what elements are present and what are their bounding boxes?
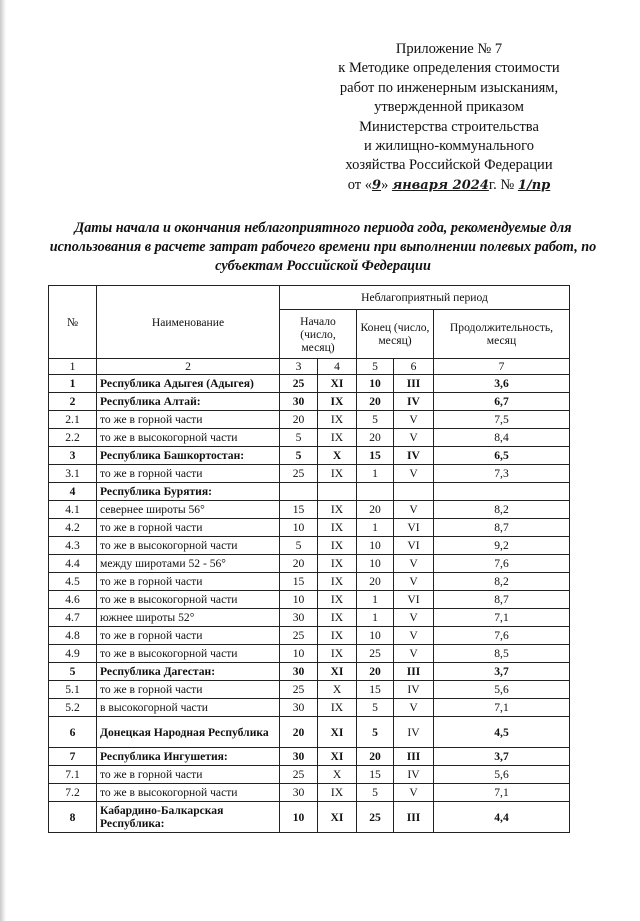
table-row (49, 627, 570, 645)
row-name: то же в горной части (97, 465, 280, 483)
row-start-day: 20 (280, 411, 318, 429)
row-end-day: 20 (357, 501, 394, 519)
row-duration: 7,6 (434, 627, 570, 645)
row-name: Республика Ингушетия: (97, 748, 280, 766)
row-num: 4.1 (49, 501, 97, 519)
row-start-day: 10 (280, 519, 318, 537)
row-num: 7.1 (49, 766, 97, 784)
table-row (49, 717, 570, 748)
appendix-header (318, 40, 580, 195)
row-start-day: 10 (280, 802, 318, 833)
row-end-month: V (394, 555, 434, 573)
header-period: Неблагоприятный период (280, 286, 570, 310)
row-end-day: 5 (357, 411, 394, 429)
row-start-month: XI (318, 802, 357, 833)
row-end-month: III (394, 375, 434, 393)
row-start-day: 30 (280, 748, 318, 766)
row-name: в высокогорной части (97, 699, 280, 717)
row-start-month: IX (318, 555, 357, 573)
column-number-row (49, 359, 570, 375)
row-end-month: IV (394, 766, 434, 784)
row-start-month: IX (318, 645, 357, 663)
row-duration (434, 483, 570, 501)
row-start-month: X (318, 447, 357, 465)
header-name: Наименование (97, 286, 280, 359)
row-name: севернее широты 56° (97, 501, 280, 519)
row-start-day: 30 (280, 699, 318, 717)
row-end-month (394, 483, 434, 501)
appendix-line: к Методике определения стоимости (338, 60, 560, 77)
row-name: то же в высокогорной части (97, 429, 280, 447)
row-end-month: V (394, 627, 434, 645)
row-num: 2.1 (49, 411, 97, 429)
row-num: 2.2 (49, 429, 97, 447)
row-end-month: V (394, 609, 434, 627)
row-num: 3 (49, 447, 97, 465)
row-start-month: IX (318, 519, 357, 537)
table-row (49, 429, 570, 447)
row-duration: 7,3 (434, 465, 570, 483)
from-label: от « (347, 176, 373, 193)
column-number: 1 (49, 359, 97, 375)
row-name: то же в горной части (97, 573, 280, 591)
row-end-day: 1 (357, 591, 394, 609)
row-name: то же в горной части (97, 766, 280, 784)
row-end-month: IV (394, 717, 434, 748)
row-start-day: 20 (280, 717, 318, 748)
table-row (49, 465, 570, 483)
row-num: 7.2 (49, 784, 97, 802)
row-start-month: IX (318, 393, 357, 411)
table-row (49, 573, 570, 591)
row-duration: 7,1 (434, 784, 570, 802)
table-row (49, 802, 570, 833)
row-num: 4.5 (49, 573, 97, 591)
row-duration: 6,5 (434, 447, 570, 465)
row-start-day: 30 (280, 784, 318, 802)
row-duration: 6,7 (434, 393, 570, 411)
appendix-line: Приложение № 7 (395, 41, 503, 57)
row-num: 4.8 (49, 627, 97, 645)
row-duration: 7,5 (434, 411, 570, 429)
row-start-day: 15 (280, 573, 318, 591)
row-end-day (357, 483, 394, 501)
row-duration: 4,4 (434, 802, 570, 833)
row-start-month: X (318, 766, 357, 784)
row-start-day: 25 (280, 766, 318, 784)
row-start-day: 5 (280, 429, 318, 447)
row-start-month: XI (318, 748, 357, 766)
table-row (49, 784, 570, 802)
row-end-month: V (394, 465, 434, 483)
row-duration: 9,2 (434, 537, 570, 555)
row-duration: 3,7 (434, 748, 570, 766)
table-row (49, 699, 570, 717)
row-end-day: 5 (357, 717, 394, 748)
row-end-month: III (394, 802, 434, 833)
row-start-month (318, 483, 357, 501)
row-num: 4.3 (49, 537, 97, 555)
table-row (49, 393, 570, 411)
row-end-day: 10 (357, 555, 394, 573)
row-start-month: XI (318, 375, 357, 393)
row-start-day: 25 (280, 627, 318, 645)
table-row (49, 375, 570, 393)
table-row (49, 609, 570, 627)
row-name: Республика Бурятия: (97, 483, 280, 501)
row-end-day: 20 (357, 429, 394, 447)
row-duration: 8,7 (434, 591, 570, 609)
year-suffix: г. № (488, 176, 515, 193)
row-num: 5.1 (49, 681, 97, 699)
table-row (49, 519, 570, 537)
column-number: 3 (280, 359, 318, 375)
row-start-month: X (318, 681, 357, 699)
row-end-day: 10 (357, 627, 394, 645)
row-duration: 3,6 (434, 375, 570, 393)
row-start-day: 30 (280, 393, 318, 411)
row-duration: 5,6 (434, 766, 570, 784)
row-num: 5 (49, 663, 97, 681)
date-handwritten: января 2024 (391, 177, 489, 193)
row-start-month: IX (318, 609, 357, 627)
row-end-day: 1 (357, 519, 394, 537)
row-end-month: IV (394, 393, 434, 411)
row-start-month: IX (318, 699, 357, 717)
row-end-day: 20 (357, 748, 394, 766)
table-row (49, 591, 570, 609)
row-start-month: IX (318, 627, 357, 645)
row-start-day: 25 (280, 375, 318, 393)
column-number: 2 (97, 359, 280, 375)
row-start-day: 15 (280, 501, 318, 519)
row-end-day: 5 (357, 784, 394, 802)
header-end: Конец (число, месяц) (357, 310, 434, 359)
row-num: 8 (49, 802, 97, 833)
row-duration: 7,1 (434, 609, 570, 627)
row-end-day: 20 (357, 393, 394, 411)
appendix-line: утвержденной приказом (374, 99, 524, 116)
row-end-day: 1 (357, 609, 394, 627)
row-end-month: V (394, 645, 434, 663)
row-name: Кабардино-Балкарская Республика: (97, 802, 280, 833)
order-number-handwritten: 1/пр (517, 177, 551, 193)
table-body (49, 375, 570, 833)
row-duration: 8,4 (434, 429, 570, 447)
row-end-day: 20 (357, 663, 394, 681)
table-row (49, 411, 570, 429)
row-end-month: VI (394, 519, 434, 537)
row-name: Донецкая Народная Республика (97, 717, 280, 748)
row-end-day: 10 (357, 375, 394, 393)
row-end-day: 15 (357, 447, 394, 465)
close-quote: » (381, 176, 389, 193)
row-end-day: 5 (357, 699, 394, 717)
row-name: то же в высокогорной части (97, 784, 280, 802)
row-name: то же в горной части (97, 519, 280, 537)
row-end-month: IV (394, 447, 434, 465)
row-end-day: 15 (357, 681, 394, 699)
column-number: 7 (434, 359, 570, 375)
row-name: то же в высокогорной части (97, 645, 280, 663)
row-duration: 7,1 (434, 699, 570, 717)
row-end-day: 15 (357, 766, 394, 784)
row-start-month: IX (318, 429, 357, 447)
row-start-month: IX (318, 537, 357, 555)
row-start-day: 10 (280, 645, 318, 663)
row-end-month: V (394, 573, 434, 591)
row-end-day: 25 (357, 645, 394, 663)
table-row (49, 447, 570, 465)
row-num: 4.6 (49, 591, 97, 609)
column-number: 5 (357, 359, 394, 375)
row-start-day: 25 (280, 681, 318, 699)
row-end-month: V (394, 699, 434, 717)
appendix-line: работ по инженерным изысканиям, (339, 79, 559, 96)
row-num: 2 (49, 393, 97, 411)
row-duration: 3,7 (434, 663, 570, 681)
row-end-month: V (394, 429, 434, 447)
row-start-month: IX (318, 784, 357, 802)
row-start-day: 25 (280, 465, 318, 483)
row-name: Республика Башкортостан: (97, 447, 280, 465)
appendix-line: хозяйства Российской Федерации (345, 157, 553, 174)
row-start-month: IX (318, 591, 357, 609)
row-duration: 8,2 (434, 501, 570, 519)
row-end-month: III (394, 663, 434, 681)
row-start-month: XI (318, 663, 357, 681)
header-start: Начало (число, месяц) (280, 310, 357, 359)
row-end-day: 10 (357, 537, 394, 555)
row-start-day: 10 (280, 591, 318, 609)
row-num: 1 (49, 375, 97, 393)
table-row (49, 681, 570, 699)
row-name: Республика Адыгея (Адыгея) (97, 375, 280, 393)
header-num: № (49, 286, 97, 359)
header-row-top (49, 286, 570, 310)
row-start-month: IX (318, 501, 357, 519)
row-start-month: IX (318, 465, 357, 483)
table-row (49, 555, 570, 573)
row-start-day: 5 (280, 537, 318, 555)
table-row (49, 537, 570, 555)
row-start-day: 30 (280, 663, 318, 681)
column-number: 4 (318, 359, 357, 375)
page-shadow-edge (0, 0, 6, 921)
row-end-month: VI (394, 537, 434, 555)
row-name: южнее широты 52° (97, 609, 280, 627)
row-name: то же в высокогорной части (97, 591, 280, 609)
row-start-month: XI (318, 717, 357, 748)
row-num: 6 (49, 717, 97, 748)
row-end-month: V (394, 784, 434, 802)
table-row (49, 663, 570, 681)
row-start-month: IX (318, 573, 357, 591)
row-num: 4 (49, 483, 97, 501)
row-num: 7 (49, 748, 97, 766)
row-name: то же в высокогорной части (97, 537, 280, 555)
row-num: 5.2 (49, 699, 97, 717)
row-start-day: 30 (280, 609, 318, 627)
table-row (49, 501, 570, 519)
row-num: 4.4 (49, 555, 97, 573)
row-end-day: 20 (357, 573, 394, 591)
row-name: то же в горной части (97, 411, 280, 429)
row-name: между широтами 52 - 56° (97, 555, 280, 573)
row-name: Республика Алтай: (97, 393, 280, 411)
row-end-month: IV (394, 681, 434, 699)
row-num: 3.1 (49, 465, 97, 483)
row-duration: 5,6 (434, 681, 570, 699)
document-title: Даты начала и окончания неблагоприятного периода года, рекомендуемые для использования в расчете затрат рабочего времени при выполнении полевых работ, по субъектам Российской Федерации (49, 220, 597, 274)
row-duration: 7,6 (434, 555, 570, 573)
row-end-day: 1 (357, 465, 394, 483)
day-handwritten: 9 (372, 177, 382, 193)
row-name: то же в горной части (97, 681, 280, 699)
row-end-month: V (394, 411, 434, 429)
table-row (49, 766, 570, 784)
order-date-line (318, 176, 580, 195)
row-end-day: 25 (357, 802, 394, 833)
row-duration: 8,7 (434, 519, 570, 537)
row-duration: 8,5 (434, 645, 570, 663)
row-name: Республика Дагестан: (97, 663, 280, 681)
row-num: 4.7 (49, 609, 97, 627)
row-start-day (280, 483, 318, 501)
row-end-month: III (394, 748, 434, 766)
appendix-line: и жилищно-коммунального (363, 138, 535, 155)
table-row (49, 748, 570, 766)
row-end-month: V (394, 501, 434, 519)
row-duration: 4,5 (434, 717, 570, 748)
row-start-month: IX (318, 411, 357, 429)
row-num: 4.2 (49, 519, 97, 537)
row-end-month: VI (394, 591, 434, 609)
unfavorable-period-table (48, 285, 570, 833)
row-name: то же в горной части (97, 627, 280, 645)
row-num: 4.9 (49, 645, 97, 663)
table-row (49, 483, 570, 501)
table-row (49, 645, 570, 663)
row-duration: 8,2 (434, 573, 570, 591)
header-duration: Продолжительность, месяц (434, 310, 570, 359)
row-start-day: 5 (280, 447, 318, 465)
row-start-day: 20 (280, 555, 318, 573)
column-number: 6 (394, 359, 434, 375)
appendix-line: Министерства строительства (359, 118, 539, 135)
